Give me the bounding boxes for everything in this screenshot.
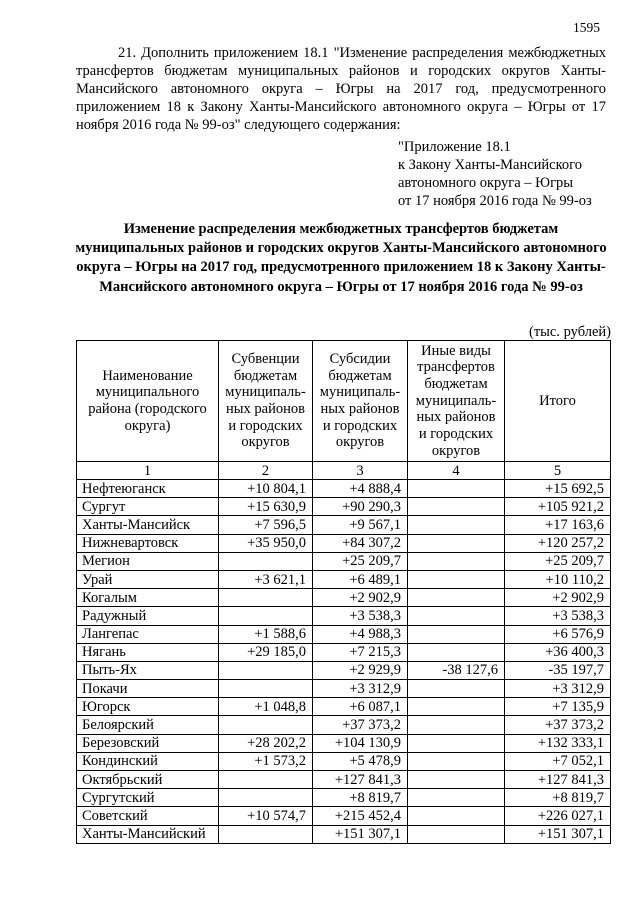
header-municipality: Наименование муниципального района (городского округа): [77, 341, 219, 462]
column-number: 5: [505, 462, 611, 480]
cell-total: +6 576,9: [505, 625, 611, 643]
cell-other-transfers: [408, 680, 505, 698]
cell-municipality: Ханты-Мансийск: [77, 516, 219, 534]
column-number: 1: [77, 462, 219, 480]
cell-subsidies: +3 312,9: [313, 680, 408, 698]
cell-municipality: Когалым: [77, 589, 219, 607]
cell-subsidies: +6 489,1: [313, 570, 408, 588]
cell-municipality: Лангепас: [77, 625, 219, 643]
cell-subsidies: +4 988,3: [313, 625, 408, 643]
table-row: [77, 480, 611, 498]
cell-subsidies: +2 929,9: [313, 661, 408, 679]
cell-subventions: +1 048,8: [219, 698, 313, 716]
column-number: 3: [313, 462, 408, 480]
column-number-row: [77, 462, 611, 480]
cell-subsidies: +2 902,9: [313, 589, 408, 607]
cell-subventions: [219, 661, 313, 679]
annex-line: "Приложение 18.1: [398, 139, 511, 155]
cell-total: +127 841,3: [505, 771, 611, 789]
cell-subsidies: +90 290,3: [313, 498, 408, 516]
cell-subsidies: +84 307,2: [313, 534, 408, 552]
cell-other-transfers: -38 127,6: [408, 661, 505, 679]
cell-subventions: +1 588,6: [219, 625, 313, 643]
cell-total: +25 209,7: [505, 552, 611, 570]
cell-subsidies: +3 538,3: [313, 607, 408, 625]
cell-total: +3 312,9: [505, 680, 611, 698]
table-row: [77, 789, 611, 807]
annex-line: от 17 ноября 2016 года № 99-оз: [398, 193, 592, 209]
table-row: [77, 825, 611, 843]
cell-municipality: Нижневартовск: [77, 534, 219, 552]
cell-municipality: Ханты-Мансийский: [77, 825, 219, 843]
table-row: [77, 570, 611, 588]
cell-total: +7 052,1: [505, 752, 611, 770]
cell-municipality: Советский: [77, 807, 219, 825]
cell-total: +226 027,1: [505, 807, 611, 825]
cell-subsidies: +127 841,3: [313, 771, 408, 789]
cell-total: +3 538,3: [505, 607, 611, 625]
column-number: 2: [219, 462, 313, 480]
annex-line: к Закону Ханты-Мансийского: [398, 157, 583, 173]
intro-paragraph: 21. Дополнить приложением 18.1 "Изменение распределения межбюджетных трансфертов бюджетам муниципальных районов и городских округов Ханты-Мансийского автономного округа – Югры на 2017 год, предусмотренного приложением 18 к Закону Ханты-Мансийского автономного округа – Югры от 17 ноября 2016 года № 99-оз" следующего содержания:: [76, 45, 606, 133]
cell-total: +10 110,2: [505, 570, 611, 588]
cell-subventions: [219, 552, 313, 570]
cell-total: +17 163,6: [505, 516, 611, 534]
cell-other-transfers: [408, 480, 505, 498]
cell-subsidies: +215 452,4: [313, 807, 408, 825]
cell-other-transfers: [408, 807, 505, 825]
document-title: Изменение распределения межбюджетных трансфертов бюджетам муниципальных районов и городских округов Ханты-Мансийского автономного округа – Югры на 2017 год, предусмотренного приложением 18 к Закону Ханты-Мансийского автономного округа – Югры от 17 ноября 2016 года № 99-оз: [75, 221, 607, 295]
cell-other-transfers: [408, 570, 505, 588]
cell-total: +132 333,1: [505, 734, 611, 752]
units-label: (тыс. рублей): [529, 324, 611, 340]
cell-total: +7 135,9: [505, 698, 611, 716]
table-row: [77, 734, 611, 752]
table-row: [77, 680, 611, 698]
cell-municipality: Покачи: [77, 680, 219, 698]
annex-line: автономного округа – Югры: [398, 175, 574, 191]
cell-total: +120 257,2: [505, 534, 611, 552]
cell-municipality: Урай: [77, 570, 219, 588]
header-subventions: Субвенции бюджетам муниципаль-ных районов и городских округов: [219, 341, 313, 462]
cell-other-transfers: [408, 771, 505, 789]
cell-other-transfers: [408, 825, 505, 843]
cell-municipality: Пыть-Ях: [77, 661, 219, 679]
cell-other-transfers: [408, 698, 505, 716]
cell-subsidies: +9 567,1: [313, 516, 408, 534]
table-row: [77, 716, 611, 734]
cell-subsidies: +104 130,9: [313, 734, 408, 752]
cell-other-transfers: [408, 552, 505, 570]
cell-subventions: [219, 789, 313, 807]
cell-municipality: Мегион: [77, 552, 219, 570]
table-row: [77, 607, 611, 625]
cell-municipality: Кондинский: [77, 752, 219, 770]
cell-subventions: +3 621,1: [219, 570, 313, 588]
cell-total: +37 373,2: [505, 716, 611, 734]
cell-total: +8 819,7: [505, 789, 611, 807]
cell-total: +151 307,1: [505, 825, 611, 843]
cell-municipality: Нягань: [77, 643, 219, 661]
cell-municipality: Сургутский: [77, 789, 219, 807]
cell-total: +105 921,2: [505, 498, 611, 516]
table-row: [77, 643, 611, 661]
cell-subventions: [219, 825, 313, 843]
table-row: [77, 807, 611, 825]
cell-subsidies: +25 209,7: [313, 552, 408, 570]
transfers-table: [76, 340, 611, 844]
table-row: [77, 752, 611, 770]
cell-subsidies: +7 215,3: [313, 643, 408, 661]
table-row: [77, 625, 611, 643]
cell-subventions: +10 804,1: [219, 480, 313, 498]
cell-subventions: +29 185,0: [219, 643, 313, 661]
cell-municipality: Октябрьский: [77, 771, 219, 789]
cell-subsidies: +8 819,7: [313, 789, 408, 807]
cell-subventions: +35 950,0: [219, 534, 313, 552]
cell-subventions: +15 630,9: [219, 498, 313, 516]
cell-subsidies: +5 478,9: [313, 752, 408, 770]
cell-municipality: Нефтеюганск: [77, 480, 219, 498]
cell-subventions: [219, 771, 313, 789]
cell-municipality: Березовский: [77, 734, 219, 752]
cell-municipality: Радужный: [77, 607, 219, 625]
cell-municipality: Сургут: [77, 498, 219, 516]
cell-subventions: [219, 680, 313, 698]
cell-subventions: [219, 589, 313, 607]
cell-other-transfers: [408, 516, 505, 534]
cell-other-transfers: [408, 498, 505, 516]
cell-subventions: [219, 716, 313, 734]
header-total: Итого: [505, 341, 611, 462]
cell-subsidies: +4 888,4: [313, 480, 408, 498]
cell-municipality: Белоярский: [77, 716, 219, 734]
cell-other-transfers: [408, 752, 505, 770]
cell-other-transfers: [408, 716, 505, 734]
cell-subventions: +1 573,2: [219, 752, 313, 770]
column-number: 4: [408, 462, 505, 480]
cell-subsidies: +37 373,2: [313, 716, 408, 734]
table-row: [77, 661, 611, 679]
cell-subventions: +10 574,7: [219, 807, 313, 825]
table-header-row: [77, 341, 611, 462]
cell-other-transfers: [408, 589, 505, 607]
cell-total: +15 692,5: [505, 480, 611, 498]
table-row: [77, 516, 611, 534]
table-row: [77, 698, 611, 716]
annex-reference: [398, 138, 618, 210]
cell-subventions: [219, 607, 313, 625]
cell-other-transfers: [408, 734, 505, 752]
table-body: [77, 480, 611, 844]
table-row: [77, 498, 611, 516]
page-number: 1595: [573, 20, 600, 35]
table-row: [77, 771, 611, 789]
table-row: [77, 552, 611, 570]
header-other-transfers: Иные виды трансфертов бюджетам муниципаль-ных районов и городских округов: [408, 341, 505, 462]
cell-subsidies: +6 087,1: [313, 698, 408, 716]
table-row: [77, 534, 611, 552]
cell-other-transfers: [408, 789, 505, 807]
cell-subventions: +7 596,5: [219, 516, 313, 534]
cell-other-transfers: [408, 534, 505, 552]
cell-subsidies: +151 307,1: [313, 825, 408, 843]
cell-total: +36 400,3: [505, 643, 611, 661]
cell-other-transfers: [408, 625, 505, 643]
cell-total: -35 197,7: [505, 661, 611, 679]
cell-other-transfers: [408, 607, 505, 625]
cell-subventions: +28 202,2: [219, 734, 313, 752]
cell-other-transfers: [408, 643, 505, 661]
cell-total: +2 902,9: [505, 589, 611, 607]
header-subsidies: Субсидии бюджетам муниципаль-ных районов и городских округов: [313, 341, 408, 462]
table-row: [77, 589, 611, 607]
cell-municipality: Югорск: [77, 698, 219, 716]
